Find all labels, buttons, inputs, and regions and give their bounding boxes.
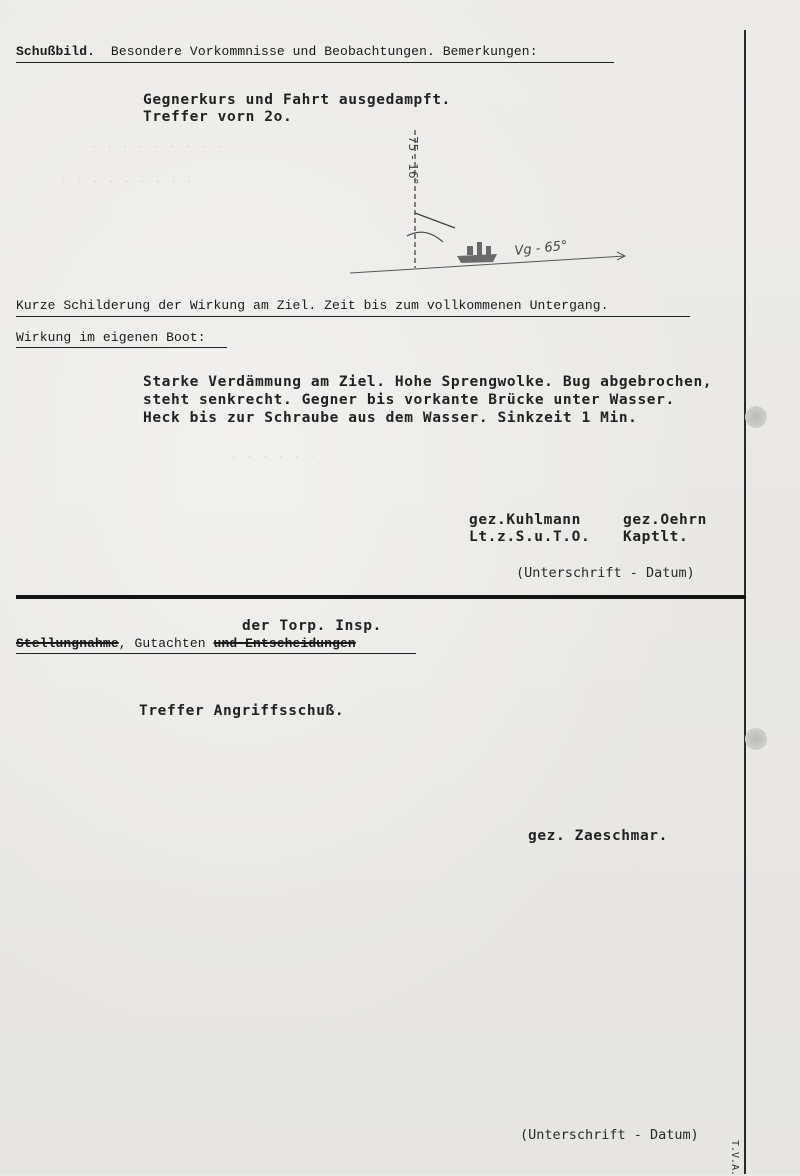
- effect-line-3: Heck bis zur Schraube aus dem Wasser. Sinkzeit 1 Min.: [143, 410, 638, 426]
- shot-diagram-sketch: [345, 118, 645, 288]
- inspection-signature: gez. Zaeschmar.: [528, 828, 668, 844]
- inspection-comment: Treffer Angriffsschuß.: [139, 703, 345, 719]
- inspection-underline: [16, 653, 416, 654]
- inspection-label-gutachten: , Gutachten: [118, 636, 214, 651]
- right-margin-rule: [744, 30, 746, 1174]
- effect-line-2: steht senkrecht. Gegner bis vorkante Brücke unter Wasser.: [143, 392, 675, 408]
- effect-label-underline: [16, 316, 690, 317]
- section-divider: [16, 595, 746, 599]
- sketch-angle-arc: [407, 232, 443, 242]
- header-rest-label: Besondere Vorkommnisse und Beobachtungen. Bemerkungen:: [110, 44, 538, 59]
- sketch-angle-line: [415, 213, 455, 228]
- header-bold-label: Schußbild.: [16, 44, 96, 59]
- punch-hole: [745, 406, 767, 428]
- observation-line-1: Gegnerkurs und Fahrt ausgedampft.: [143, 92, 451, 108]
- bleed-through-text: · · · · · · · · ·: [90, 140, 224, 155]
- punch-hole: [745, 728, 767, 750]
- effect-label-target: Kurze Schilderung der Wirkung am Ziel. Zeit bis zum vollkommenen Untergang.: [16, 298, 609, 313]
- header-underline: [16, 62, 614, 63]
- signature-rank-1: Lt.z.S.u.T.O.: [469, 529, 591, 545]
- struck-label-2: und Entscheidungen: [213, 636, 356, 651]
- signature-name-1: gez.Kuhlmann: [469, 512, 581, 528]
- section-header-schussbild: [16, 44, 538, 59]
- bleed-through-text: · · · · · ·: [230, 450, 317, 465]
- inspection-label-row: [16, 636, 356, 651]
- sketch-label-left: 75 - 16°: [406, 136, 420, 185]
- ship-icon: [457, 242, 497, 263]
- inspection-header: der Torp. Insp.: [242, 618, 382, 634]
- signature-rank-2: Kaptlt.: [623, 529, 689, 545]
- observation-line-2: Treffer vorn 2o.: [143, 109, 293, 125]
- struck-label-1: Stellungnahme: [16, 636, 119, 651]
- sketch-label-right: Vg - 65°: [513, 238, 569, 259]
- effect-line-1: Starke Verdämmung am Ziel. Hohe Sprengwolke. Bug abgebrochen,: [143, 374, 713, 390]
- signature-caption-top: (Unterschrift - Datum): [516, 565, 695, 581]
- bleed-through-text: · · · · · · · · ·: [60, 175, 194, 190]
- side-margin-mark: T.V.A.: [729, 1140, 740, 1176]
- signature-name-2: gez.Oehrn: [623, 512, 707, 528]
- effect-label-own-boat: Wirkung im eigenen Boot:: [16, 330, 206, 345]
- own-boat-underline: [16, 347, 227, 348]
- signature-caption-bottom: (Unterschrift - Datum): [520, 1127, 699, 1143]
